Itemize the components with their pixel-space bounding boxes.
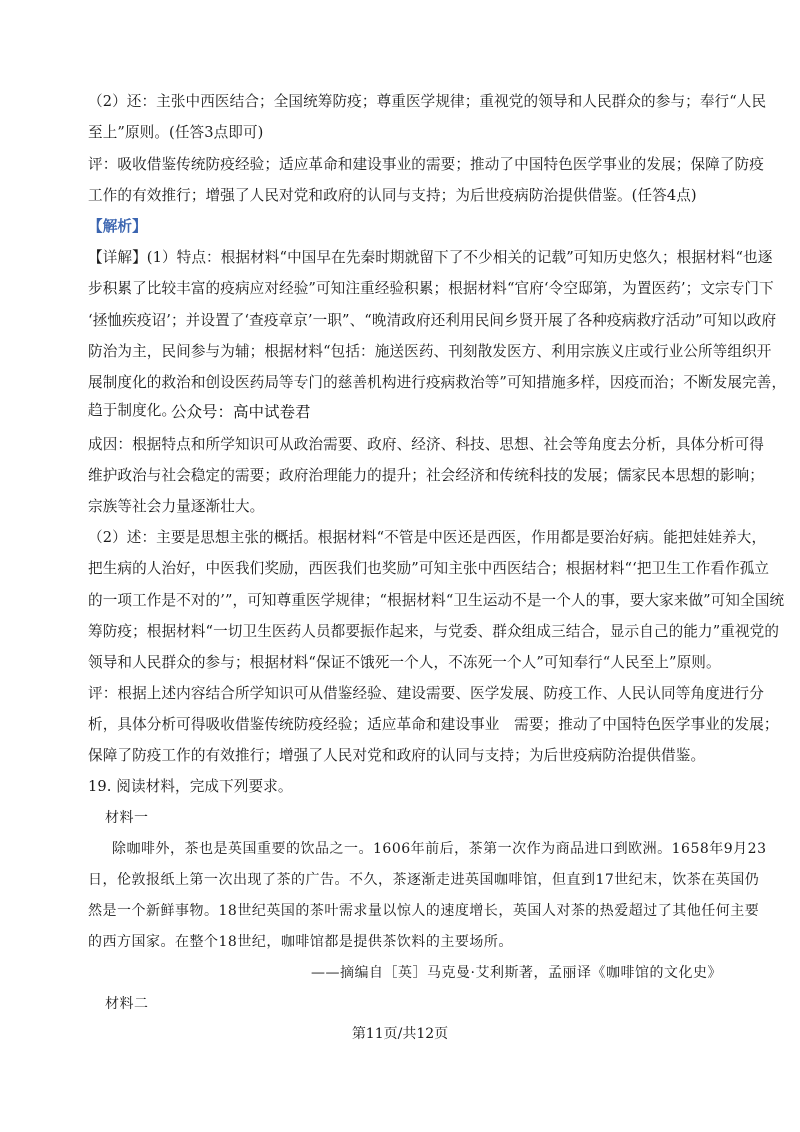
evaluation-line: 析，具体分析可得吸收借鉴传统防疫经验；适应革命和建设事业 需要；推动了中国特色医学事业的发展； xyxy=(88,716,779,733)
material-1-text: 然是一个新鲜事物。18世纪英国的茶叶需求量以惊人的速度增长，英国人对茶的热爱超过了其他任何主要 xyxy=(88,903,760,919)
detail-line: ‘拯恤疾疫诏’；并设置了‘查疫章京’一职”、“晚清政府还利用民间乡贤开展了各种疫病救疗活动”可知以政府 xyxy=(88,312,777,329)
detail-line: 【详解】(1）特点：根据材料“中国早在先秦时期就留下了不少相关的记载”可知历史悠久；根据材料“也逐 xyxy=(88,249,773,266)
question-19: 19. 阅读材料，完成下列要求。 xyxy=(88,778,293,795)
material-1-label: 材料一 xyxy=(105,810,149,826)
detail-line: 趋于制度化。 xyxy=(88,402,177,419)
material-1-text: 的西方国家。在整个18世纪，咖啡馆都是提供茶饮料的主要场所。 xyxy=(88,934,513,950)
cause-line: 成因：根据特点和所学知识可从政治需要、政府、经济、科技、思想、社会等角度去分析，具体分析可得 xyxy=(88,436,764,453)
detail-2-line: 筹防疫；根据材料“一切卫生医药人员都要振作起来，与党委、群众组成三结合，显示自己的能力”重视党的 xyxy=(88,623,780,640)
evaluation-line: 保障了防疫工作的有效推行；增强了人民对党和政府的认同与支持；为后世疫病防治提供借鉴。 xyxy=(88,747,706,764)
answer-2-shu-cont: 至上”原则。(任答3点即可) xyxy=(88,124,264,141)
detail-2-line: 领导和人民群众的参与；根据材料“保证不饿死一个人，不冻死一个人”可知奉行“人民至上”原则。 xyxy=(88,654,721,671)
detail-2-line: 把生病的人治好，中医我们奖励，西医我们也奖励”可知主张中西医结合；根据材料“‘把卫生工作看作孤立 xyxy=(88,560,770,577)
material-1-text: 除咖啡外，茶也是英国重要的饮品之一。1606年前后，茶第一次作为商品进口到欧洲。1658年9月23 xyxy=(112,841,767,857)
answer-2-shu: （2）还：主张中西医结合；全国统筹防疫；尊重医学规律；重视党的领导和人民群众的参与；奉行“人民 xyxy=(88,93,767,110)
answer-2-ping: 评：吸收借鉴传统防疫经验；适应革命和建设事业的需要；推动了中国特色医学事业的发展；保障了防疫 xyxy=(88,156,764,173)
detail-2-line: 的一项工作是不对的’”，可知尊重医学规律；“根据材料“卫生运动不是一个人的事，要大家来做”可知全国统 xyxy=(88,592,785,609)
cause-line: 宗族等社会力量逐渐壮大。 xyxy=(88,498,265,515)
material-2-label: 材料二 xyxy=(105,996,149,1012)
cause-line: 维护政治与社会稳定的需要；政府治理能力的提升；社会经济和传统科技的发展；儒家民本思想的影响； xyxy=(88,467,764,484)
answer-2-ping-cont: 工作的有效推行；增强了人民对党和政府的认同与支持；为后世疫病防治提供借鉴。(任答4点) xyxy=(88,187,697,204)
detail-line: 步积累了比较丰富的疫病应对经验”可知注重经验积累；根据材料“官府‘令空邸第，为置医药’；文宗专门下 xyxy=(88,280,774,297)
detail-line: 防治为主，民间参与为辅；根据材料“包括：施送医药、刊刻散发医方、利用宗族义庄或行业公所等组织开 xyxy=(88,343,772,360)
material-1-source: ——摘编自［英］马克曼·艾利斯著，孟丽译《咖啡馆的文化史》 xyxy=(311,965,722,981)
material-1-text: 日，伦敦报纸上第一次出现了茶的广告。不久，茶逐渐走进英国咖啡馆，但直到17世纪末，饮茶在英国仍 xyxy=(88,872,760,888)
detail-2-line: （2）述：主要是思想主张的概括。根据材料“不管是中医还是西医，作用都是要治好病。能把娃娃养大， xyxy=(88,529,767,546)
watermark-text: 公众号：高中试卷君 xyxy=(171,403,311,421)
detail-line: 展制度化的救治和创设医药局等专门的慈善机构进行疫病救治等”可知措施多样，因疫而治；不断发展完善， xyxy=(88,374,787,391)
analysis-heading: 【解析】 xyxy=(88,218,147,235)
evaluation-line: 评：根据上述内容结合所学知识可从借鉴经验、建设需要、医学发展、防疫工作、人民认同等角度进行分 xyxy=(88,685,764,702)
page-number: 第11页/共12页 xyxy=(351,1026,449,1042)
